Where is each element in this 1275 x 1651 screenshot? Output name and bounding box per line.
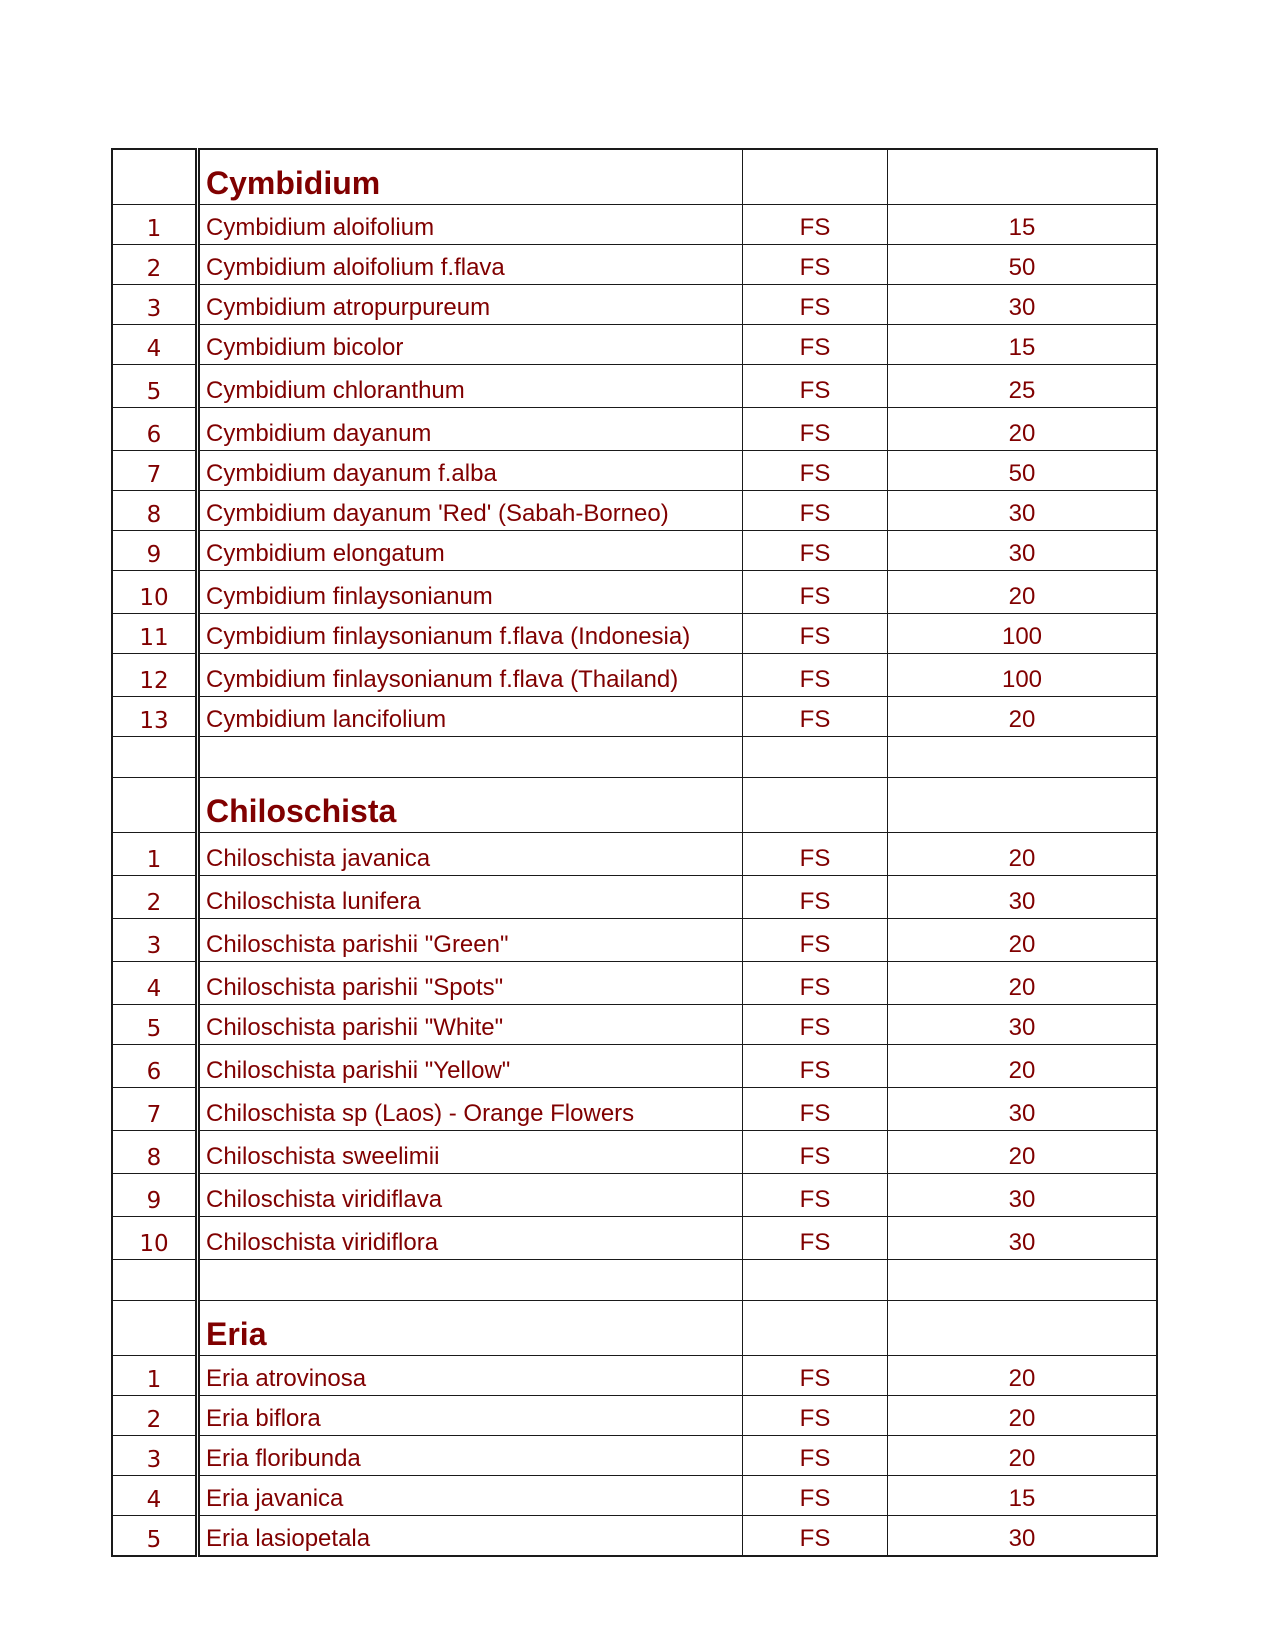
item-name: Chiloschista sp (Laos) - Orange Flowers	[198, 1088, 743, 1131]
section-header-row	[112, 778, 1157, 833]
item-name: Eria atrovinosa	[198, 1356, 743, 1396]
empty-cell	[888, 1301, 1158, 1356]
table-row	[112, 491, 1157, 531]
table-row	[112, 325, 1157, 365]
item-code: FS	[743, 1516, 888, 1557]
section-header-row	[112, 149, 1157, 205]
item-quantity: 20	[888, 833, 1158, 876]
item-quantity: 15	[888, 1476, 1158, 1516]
item-name: Chiloschista sweelimii	[198, 1131, 743, 1174]
item-quantity: 15	[888, 325, 1158, 365]
item-quantity: 25	[888, 365, 1158, 408]
item-number: 5	[112, 365, 198, 408]
item-name: Chiloschista parishii "Green"	[198, 919, 743, 962]
item-name: Chiloschista javanica	[198, 833, 743, 876]
item-number: 6	[112, 408, 198, 451]
item-code: FS	[743, 1174, 888, 1217]
item-code: FS	[743, 1356, 888, 1396]
item-number: 4	[112, 962, 198, 1005]
item-code: FS	[743, 285, 888, 325]
empty-cell	[888, 778, 1158, 833]
item-number: 10	[112, 571, 198, 614]
item-quantity: 30	[888, 1088, 1158, 1131]
item-code: FS	[743, 1131, 888, 1174]
table-row	[112, 1217, 1157, 1260]
item-name: Chiloschista parishii "White"	[198, 1005, 743, 1045]
item-quantity: 20	[888, 408, 1158, 451]
table-row	[112, 571, 1157, 614]
item-number: 4	[112, 1476, 198, 1516]
item-code: FS	[743, 205, 888, 245]
item-code: FS	[743, 1045, 888, 1088]
item-name: Cymbidium dayanum 'Red' (Sabah-Borneo)	[198, 491, 743, 531]
orchid-price-table	[111, 148, 1158, 1557]
item-code: FS	[743, 408, 888, 451]
item-name: Eria javanica	[198, 1476, 743, 1516]
item-number: 5	[112, 1005, 198, 1045]
item-number: 12	[112, 654, 198, 697]
empty-cell	[743, 1260, 888, 1301]
item-name: Cymbidium finlaysonianum f.flava (Thailand)	[198, 654, 743, 697]
item-code: FS	[743, 1396, 888, 1436]
table-row	[112, 614, 1157, 654]
item-quantity: 30	[888, 531, 1158, 571]
item-code: FS	[743, 614, 888, 654]
item-quantity: 30	[888, 1516, 1158, 1557]
table-row	[112, 1174, 1157, 1217]
item-number: 7	[112, 451, 198, 491]
empty-cell	[888, 1260, 1158, 1301]
item-quantity: 30	[888, 1005, 1158, 1045]
table-row	[112, 408, 1157, 451]
item-code: FS	[743, 451, 888, 491]
table-row	[112, 205, 1157, 245]
table-row	[112, 1131, 1157, 1174]
empty-cell	[198, 1260, 743, 1301]
item-number: 13	[112, 697, 198, 737]
empty-cell	[112, 778, 198, 833]
table-row	[112, 365, 1157, 408]
item-quantity: 30	[888, 491, 1158, 531]
item-number: 3	[112, 1436, 198, 1476]
item-number: 2	[112, 1396, 198, 1436]
item-code: FS	[743, 245, 888, 285]
item-number: 4	[112, 325, 198, 365]
table-row	[112, 876, 1157, 919]
empty-cell	[198, 737, 743, 778]
item-code: FS	[743, 571, 888, 614]
item-number: 2	[112, 245, 198, 285]
empty-cell	[112, 1260, 198, 1301]
item-code: FS	[743, 531, 888, 571]
item-number: 3	[112, 285, 198, 325]
table-row	[112, 1005, 1157, 1045]
item-name: Eria floribunda	[198, 1436, 743, 1476]
table-row	[112, 531, 1157, 571]
empty-cell	[888, 737, 1158, 778]
table-row	[112, 285, 1157, 325]
item-name: Cymbidium finlaysonianum f.flava (Indonesia)	[198, 614, 743, 654]
item-number: 7	[112, 1088, 198, 1131]
table-row	[112, 919, 1157, 962]
item-quantity: 15	[888, 205, 1158, 245]
item-number: 8	[112, 1131, 198, 1174]
item-quantity: 30	[888, 285, 1158, 325]
item-quantity: 100	[888, 614, 1158, 654]
item-code: FS	[743, 325, 888, 365]
empty-cell	[743, 149, 888, 205]
item-name: Cymbidium lancifolium	[198, 697, 743, 737]
item-number: 5	[112, 1516, 198, 1557]
item-code: FS	[743, 833, 888, 876]
item-code: FS	[743, 697, 888, 737]
item-number: 2	[112, 876, 198, 919]
item-code: FS	[743, 365, 888, 408]
item-name: Chiloschista viridiflava	[198, 1174, 743, 1217]
item-quantity: 20	[888, 697, 1158, 737]
table-row	[112, 1356, 1157, 1396]
item-code: FS	[743, 491, 888, 531]
table-row	[112, 697, 1157, 737]
item-code: FS	[743, 1436, 888, 1476]
item-number: 1	[112, 833, 198, 876]
item-code: FS	[743, 654, 888, 697]
item-quantity: 30	[888, 1174, 1158, 1217]
table-row	[112, 1088, 1157, 1131]
item-name: Cymbidium dayanum	[198, 408, 743, 451]
table-row	[112, 1436, 1157, 1476]
item-quantity: 30	[888, 876, 1158, 919]
empty-cell	[743, 778, 888, 833]
section-title: Cymbidium	[198, 149, 743, 205]
spacer-row	[112, 737, 1157, 778]
item-number: 1	[112, 1356, 198, 1396]
item-name: Cymbidium aloifolium f.flava	[198, 245, 743, 285]
item-code: FS	[743, 919, 888, 962]
item-number: 9	[112, 531, 198, 571]
item-name: Cymbidium finlaysonianum	[198, 571, 743, 614]
table-row	[112, 451, 1157, 491]
item-name: Eria lasiopetala	[198, 1516, 743, 1557]
table-row	[112, 1396, 1157, 1436]
table-row	[112, 833, 1157, 876]
item-number: 10	[112, 1217, 198, 1260]
item-code: FS	[743, 962, 888, 1005]
item-quantity: 20	[888, 1396, 1158, 1436]
item-code: FS	[743, 1217, 888, 1260]
table-row	[112, 962, 1157, 1005]
empty-cell	[112, 149, 198, 205]
item-name: Chiloschista viridiflora	[198, 1217, 743, 1260]
item-quantity: 20	[888, 1045, 1158, 1088]
item-name: Cymbidium bicolor	[198, 325, 743, 365]
item-name: Chiloschista parishii "Yellow"	[198, 1045, 743, 1088]
item-code: FS	[743, 1088, 888, 1131]
item-quantity: 20	[888, 1131, 1158, 1174]
item-number: 9	[112, 1174, 198, 1217]
item-code: FS	[743, 876, 888, 919]
item-number: 6	[112, 1045, 198, 1088]
item-name: Cymbidium elongatum	[198, 531, 743, 571]
table-row	[112, 1516, 1157, 1557]
item-quantity: 50	[888, 245, 1158, 285]
section-title: Eria	[198, 1301, 743, 1356]
item-number: 8	[112, 491, 198, 531]
item-quantity: 50	[888, 451, 1158, 491]
item-quantity: 20	[888, 919, 1158, 962]
section-header-row	[112, 1301, 1157, 1356]
section-title: Chiloschista	[198, 778, 743, 833]
item-quantity: 20	[888, 1356, 1158, 1396]
item-number: 3	[112, 919, 198, 962]
item-name: Eria biflora	[198, 1396, 743, 1436]
item-number: 1	[112, 205, 198, 245]
table-row	[112, 1476, 1157, 1516]
empty-cell	[743, 737, 888, 778]
empty-cell	[112, 737, 198, 778]
item-quantity: 20	[888, 962, 1158, 1005]
item-quantity: 100	[888, 654, 1158, 697]
item-code: FS	[743, 1476, 888, 1516]
item-code: FS	[743, 1005, 888, 1045]
item-name: Cymbidium chloranthum	[198, 365, 743, 408]
table-row	[112, 654, 1157, 697]
item-name: Chiloschista parishii "Spots"	[198, 962, 743, 1005]
empty-cell	[888, 149, 1158, 205]
item-name: Chiloschista lunifera	[198, 876, 743, 919]
empty-cell	[112, 1301, 198, 1356]
empty-cell	[743, 1301, 888, 1356]
table-row	[112, 1045, 1157, 1088]
table-row	[112, 245, 1157, 285]
item-number: 11	[112, 614, 198, 654]
item-name: Cymbidium dayanum f.alba	[198, 451, 743, 491]
item-name: Cymbidium atropurpureum	[198, 285, 743, 325]
item-name: Cymbidium aloifolium	[198, 205, 743, 245]
item-quantity: 30	[888, 1217, 1158, 1260]
item-quantity: 20	[888, 1436, 1158, 1476]
item-quantity: 20	[888, 571, 1158, 614]
spacer-row	[112, 1260, 1157, 1301]
